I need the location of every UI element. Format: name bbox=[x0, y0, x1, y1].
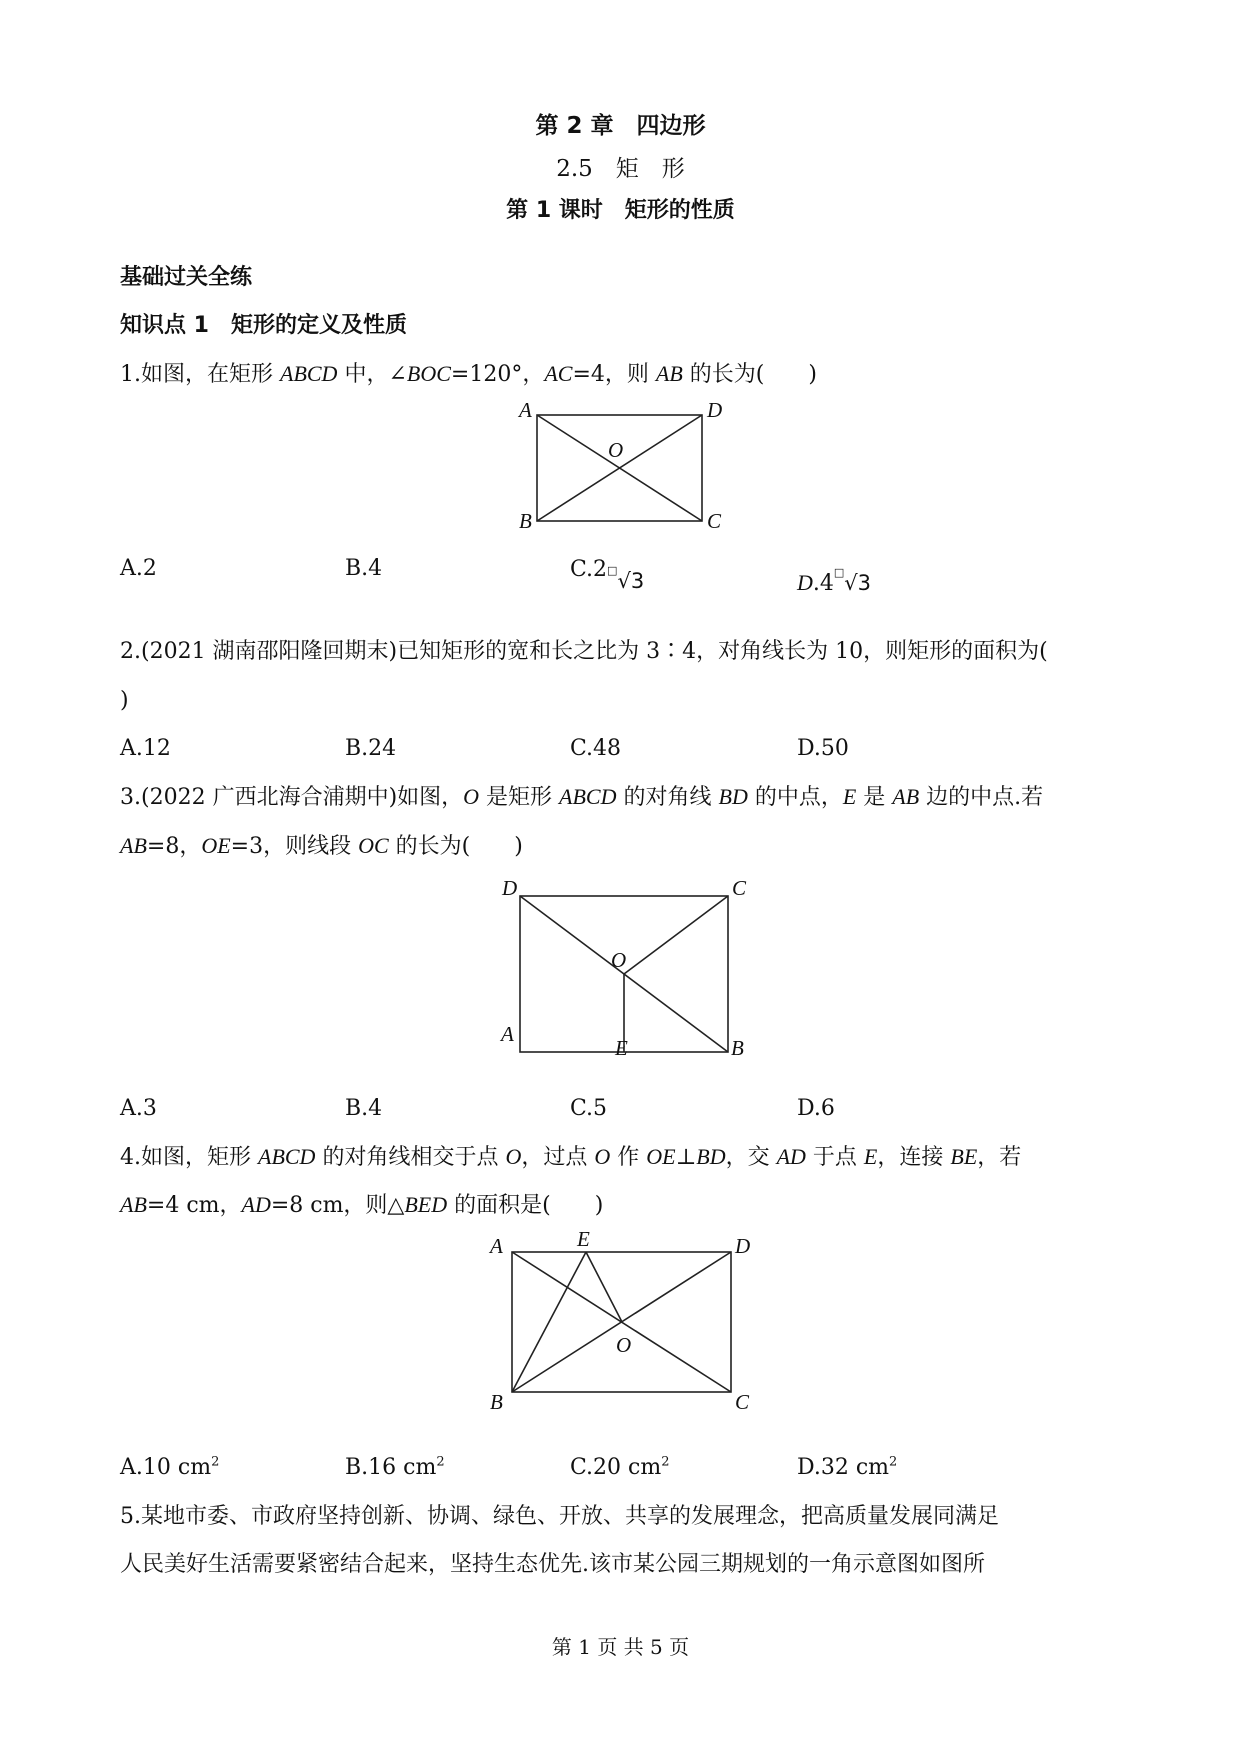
question-3-line-1: 3.(2022 广西北海合浦期中)如图，O 是矩形 ABCD 的对角线 BD 的中点，E 是 AB 边的中点.若 bbox=[120, 784, 1044, 810]
question-2-line-2: ) bbox=[120, 688, 129, 713]
q3-option-a: A.3 bbox=[120, 1096, 157, 1121]
q1-label-c: C bbox=[707, 509, 722, 533]
q4-label-b: B bbox=[490, 1390, 503, 1414]
q3-option-b: B.4 bbox=[345, 1096, 383, 1121]
q2-option-d: D.50 bbox=[797, 736, 849, 761]
q3-label-o: O bbox=[611, 948, 627, 972]
question-5-line-2: 人民美好生活需要紧密结合起来，坚持生态优先.该市某公园三期规划的一角示意图如图所 bbox=[120, 1552, 985, 1577]
q2-option-c: C.48 bbox=[570, 736, 622, 761]
q3-label-c: C bbox=[732, 876, 747, 900]
q1-label-d: D bbox=[707, 398, 723, 422]
q1-label-b: B bbox=[519, 509, 532, 533]
q2-option-a: A.12 bbox=[120, 736, 171, 761]
chapter-title: 第 2 章 四边形 bbox=[535, 113, 706, 139]
q1-option-b: B.4 bbox=[345, 556, 383, 581]
q3-label-b: B bbox=[731, 1036, 744, 1060]
question-3-figure bbox=[495, 870, 755, 1060]
knowledge-point-title: 知识点 1 矩形的定义及性质 bbox=[120, 313, 407, 338]
question-1-text: 1.如图，在矩形 ABCD 中，∠BOC=120°，AC=4，则 AB 的长为( ) bbox=[120, 361, 817, 387]
question-4-line-1: 4.如图，矩形 ABCD 的对角线相交于点 O，过点 O 作 OE⊥BD，交 AD 于点 E，连接 BE，若 bbox=[120, 1144, 1022, 1170]
q1-label-a: A bbox=[519, 398, 532, 422]
part-title: 基础过关全练 bbox=[120, 265, 253, 290]
lesson-title: 第 1 课时 矩形的性质 bbox=[506, 198, 735, 223]
q1-option-c: C.2□√3 bbox=[570, 557, 645, 593]
q3-label-e: E bbox=[615, 1036, 628, 1060]
q3-option-c: C.5 bbox=[570, 1096, 608, 1121]
q3-label-d: D bbox=[502, 876, 518, 900]
question-4-line-2: AB=4 cm，AD=8 cm，则△BED 的面积是( ) bbox=[120, 1192, 604, 1218]
q4-label-c: C bbox=[735, 1390, 750, 1414]
question-5-line-1: 5.某地市委、市政府坚持创新、协调、绿色、开放、共享的发展理念，把高质量发展同满足 bbox=[120, 1504, 999, 1529]
page-footer: 第 1 页 共 5 页 bbox=[551, 1635, 690, 1659]
q4-label-d: D bbox=[735, 1234, 751, 1258]
q4-option-a: A.10 $cm^2$ bbox=[120, 1454, 220, 1480]
q4-label-e: E bbox=[577, 1227, 590, 1251]
q4-option-c: C.20 $cm^2$ bbox=[570, 1454, 670, 1480]
question-4-figure bbox=[480, 1225, 770, 1414]
q1-label-o: O bbox=[608, 438, 624, 462]
q4-option-b: B.16 $cm^2$ bbox=[345, 1454, 445, 1480]
q4-label-o: O bbox=[616, 1333, 632, 1357]
q3-option-d: D.6 bbox=[797, 1096, 835, 1121]
q1-option-d: D.4□√3 bbox=[797, 566, 872, 596]
section-title: 2.5 矩 形 bbox=[556, 156, 685, 182]
q3-label-a: A bbox=[501, 1022, 514, 1046]
question-2-line-1: 2.(2021 湖南邵阳隆回期末)已知矩形的宽和长之比为 3∶4，对角线长为 10，则矩形的面积为( bbox=[120, 639, 1048, 664]
q4-option-d: D.32 $cm^2$ bbox=[797, 1454, 898, 1480]
question-3-line-2: AB=8，OE=3，则线段 OC 的长为( ) bbox=[120, 833, 523, 859]
q1-option-a: A.2 bbox=[120, 556, 157, 581]
question-1-figure bbox=[500, 395, 740, 540]
q2-option-b: B.24 bbox=[345, 736, 397, 761]
q4-label-a: A bbox=[490, 1234, 503, 1258]
